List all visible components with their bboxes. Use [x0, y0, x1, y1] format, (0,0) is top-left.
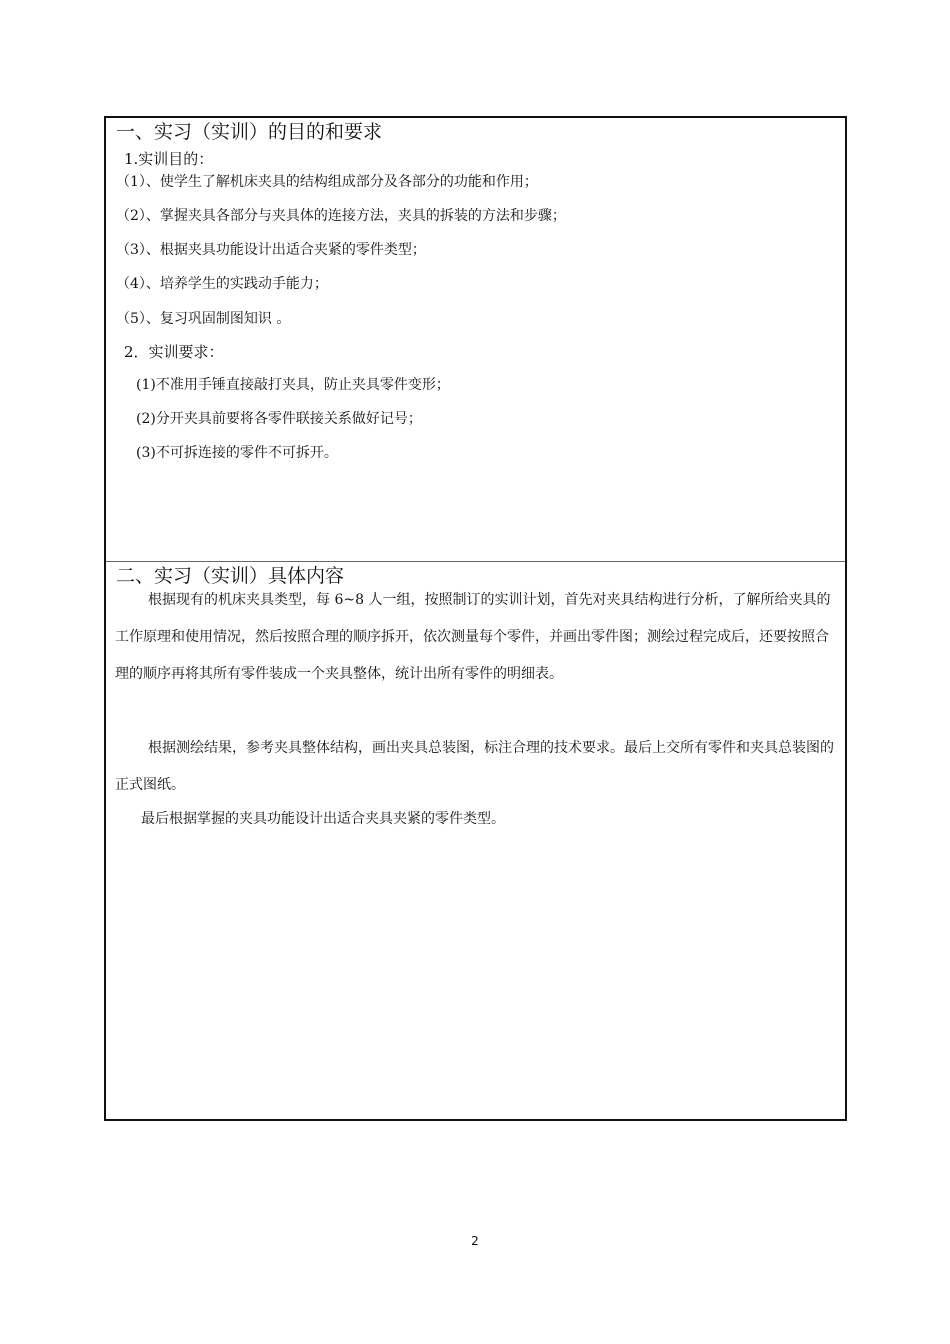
goal-item: （4）、培养学生的实践动手能力； [116, 276, 328, 292]
section-content [106, 562, 845, 1119]
page-number: 2 [471, 1234, 479, 1248]
goal-item: （2）、掌握夹具各部分与夹具体的连接方法，夹具的拆装的方法和步骤； [116, 208, 566, 224]
goal-item: （1）、使学生了解机床夹具的结构组成部分及各部分的功能和作用； [116, 174, 538, 190]
section1-heading: 一、实习（实训）的目的和要求 [116, 121, 383, 143]
section2-heading: 二、实习（实训）具体内容 [116, 565, 345, 587]
content-paragraph: 根据现有的机床夹具类型，每 6~8 人一组，按照制订的实训计划，首先对夹具结构进行分析，了解所给夹具的工作原理和使用情况，然后按照合理的顺序拆开，依次测量每个零件，并画出零件图；测绘过程完成后，还要按照合理的顺序再将其所有零件装成一个夹具整体，统计出所有零件的明细表。 [115, 592, 831, 682]
goal-item: （5）、复习巩固制图知识 。 [116, 311, 291, 327]
requirement-item: (1)不准用手锤直接敲打夹具，防止夹具零件变形； [136, 377, 450, 393]
requirement-title: 2．实训要求： [124, 343, 224, 361]
goal-item: （3）、根据夹具功能设计出适合夹紧的零件类型； [116, 242, 426, 258]
requirement-item: (3)不可拆连接的零件不可拆开。 [136, 445, 338, 461]
report-frame [104, 116, 847, 1121]
content-paragraph: 最后根据掌握的夹具功能设计出适合夹具夹紧的零件类型。 [141, 811, 505, 827]
requirement-item: (2)分开夹具前要将各零件联接关系做好记号； [136, 411, 422, 427]
content-paragraph: 根据测绘结果，参考夹具整体结构，画出夹具总装图，标注合理的技术要求。最后上交所有零件和夹具总装图的正式图纸。 [115, 740, 834, 793]
section-objectives [106, 118, 845, 562]
goal-title: 1.实训目的： [124, 150, 214, 168]
